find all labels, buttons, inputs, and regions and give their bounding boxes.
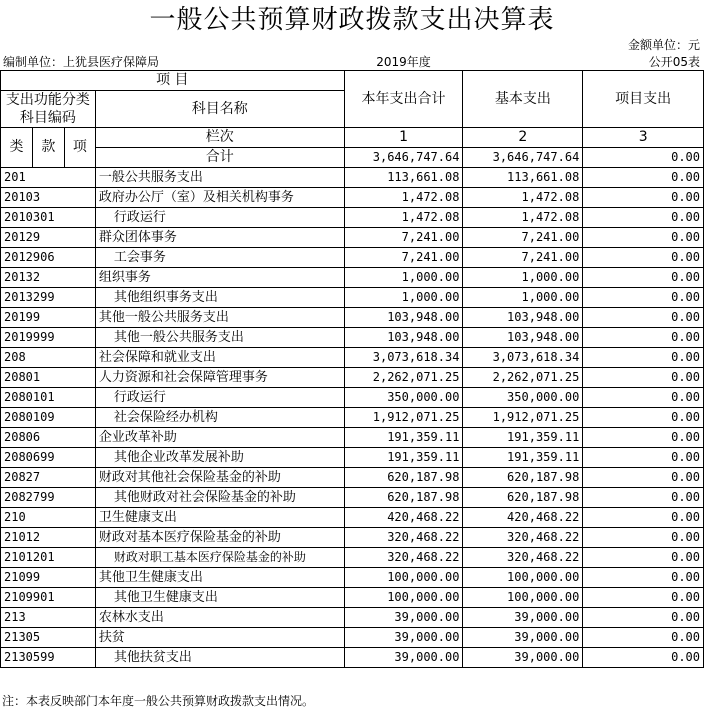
basic-column-header: 基本支出: [463, 71, 583, 128]
table-row: [1, 488, 704, 508]
project-amount: 0.00: [583, 188, 704, 208]
total-amount: 191,359.11: [344, 448, 463, 468]
basic-amount: 103,948.00: [463, 308, 583, 328]
currency-unit-label: 金额单位：元: [627, 38, 700, 52]
project-amount: 0.00: [583, 488, 704, 508]
basic-amount: 1,000.00: [463, 268, 583, 288]
table-row: [1, 548, 704, 568]
total-amount: 620,187.98: [344, 488, 463, 508]
header-row-seq: [1, 128, 704, 148]
subject-name: 社会保障和就业支出: [95, 348, 344, 368]
project-amount: 0.00: [583, 168, 704, 188]
function-code: 20129: [1, 228, 96, 248]
subject-name: 企业改革补助: [95, 428, 344, 448]
basic-amount: 1,000.00: [463, 288, 583, 308]
subject-name: 财政对基本医疗保险基金的补助: [95, 528, 344, 548]
basic-amount: 2,262,071.25: [463, 368, 583, 388]
header-row-item: [1, 71, 704, 91]
function-code: 20103: [1, 188, 96, 208]
table-row: [1, 188, 704, 208]
table-row: [1, 368, 704, 388]
total-amount: 1,472.08: [344, 188, 463, 208]
basic-amount: 100,000.00: [463, 568, 583, 588]
basic-amount: 100,000.00: [463, 588, 583, 608]
basic-amount: 39,000.00: [463, 628, 583, 648]
table-row: [1, 448, 704, 468]
subject-name: 行政运行: [95, 208, 344, 228]
table-footnote: 注：本表反映部门本年度一般公共预算财政拨款支出情况。: [2, 694, 315, 708]
table-row: [1, 308, 704, 328]
subject-name: 其他扶贫支出: [95, 648, 344, 668]
project-amount: 0.00: [583, 388, 704, 408]
project-amount: 0.00: [583, 328, 704, 348]
subject-name: 其他一般公共服务支出: [95, 328, 344, 348]
function-code: 2109901: [1, 588, 96, 608]
total-amount: 2,262,071.25: [344, 368, 463, 388]
function-code: 2013299: [1, 288, 96, 308]
total-amount: 420,468.22: [344, 508, 463, 528]
function-code: 21305: [1, 628, 96, 648]
basic-amount: 1,912,071.25: [463, 408, 583, 428]
table-row: [1, 328, 704, 348]
total-amount: 3,073,618.34: [344, 348, 463, 368]
kuan-header: 款: [32, 128, 64, 168]
total-amount: 1,912,071.25: [344, 408, 463, 428]
project-amount: 0.00: [583, 208, 704, 228]
project-amount: 0.00: [583, 308, 704, 328]
subject-name: 人力资源和社会保障管理事务: [95, 368, 344, 388]
fiscal-year-label: 2019年度: [376, 55, 431, 69]
function-code: 2012906: [1, 248, 96, 268]
subject-name: 其他组织事务支出: [95, 288, 344, 308]
basic-amount: 191,359.11: [463, 448, 583, 468]
project-amount: 0.00: [583, 348, 704, 368]
report-title: 一般公共预算财政拨款支出决算表: [149, 5, 555, 35]
subject-name: 其他一般公共服务支出: [95, 308, 344, 328]
project-amount: 0.00: [583, 588, 704, 608]
table-row: [1, 468, 704, 488]
basic-amount: 7,241.00: [463, 228, 583, 248]
subject-name: 其他卫生健康支出: [95, 588, 344, 608]
subject-name: 一般公共服务支出: [95, 168, 344, 188]
basic-amount: 1,472.08: [463, 188, 583, 208]
project-amount: 0.00: [583, 608, 704, 628]
function-code: 20801: [1, 368, 96, 388]
project-column-header: 项目支出: [583, 71, 704, 128]
code-group-header: 支出功能分类科目编码: [1, 91, 96, 128]
total-column-header: 本年支出合计: [344, 71, 463, 128]
subject-name: 社会保险经办机构: [95, 408, 344, 428]
table-row: [1, 408, 704, 428]
function-code: 201: [1, 168, 96, 188]
table-row: [1, 268, 704, 288]
table-row: [1, 288, 704, 308]
function-code: 20132: [1, 268, 96, 288]
project-amount: 0.00: [583, 448, 704, 468]
seq-1: 1: [344, 128, 463, 148]
total-amount: 7,241.00: [344, 228, 463, 248]
total-amount: 103,948.00: [344, 308, 463, 328]
total-amount: 100,000.00: [344, 568, 463, 588]
seq-2: 2: [463, 128, 583, 148]
table-row: [1, 608, 704, 628]
table-row: [1, 428, 704, 448]
total-amount: 7,241.00: [344, 248, 463, 268]
total-amount: 620,187.98: [344, 468, 463, 488]
subject-name: 群众团体事务: [95, 228, 344, 248]
basic-amount: 103,948.00: [463, 328, 583, 348]
project-amount: 0.00: [583, 368, 704, 388]
project-amount: 0.00: [583, 648, 704, 668]
table-row: [1, 348, 704, 368]
table-row: [1, 508, 704, 528]
function-code: 21012: [1, 528, 96, 548]
function-code: 2080101: [1, 388, 96, 408]
project-amount: 0.00: [583, 268, 704, 288]
xiang-header: 项: [64, 128, 95, 168]
project-amount: 0.00: [583, 468, 704, 488]
project-amount: 0.00: [583, 228, 704, 248]
sum-label: 合计: [95, 148, 344, 168]
function-code: 208: [1, 348, 96, 368]
project-amount: 0.00: [583, 508, 704, 528]
basic-amount: 320,468.22: [463, 528, 583, 548]
table-row: [1, 248, 704, 268]
sum-total: 3,646,747.64: [344, 148, 463, 168]
seq-label: 栏次: [95, 128, 344, 148]
report-meta-row: [0, 55, 704, 70]
basic-amount: 620,187.98: [463, 488, 583, 508]
project-amount: 0.00: [583, 428, 704, 448]
function-code: 2130599: [1, 648, 96, 668]
expenditure-table: [0, 70, 704, 668]
basic-amount: 320,468.22: [463, 548, 583, 568]
subject-name: 政府办公厅（室）及相关机构事务: [95, 188, 344, 208]
subject-name: 卫生健康支出: [95, 508, 344, 528]
table-row: [1, 588, 704, 608]
subject-name: 工会事务: [95, 248, 344, 268]
function-code: 2080699: [1, 448, 96, 468]
sum-basic: 3,646,747.64: [463, 148, 583, 168]
total-amount: 1,472.08: [344, 208, 463, 228]
total-amount: 320,468.22: [344, 528, 463, 548]
sum-row: [1, 148, 704, 168]
total-amount: 39,000.00: [344, 628, 463, 648]
total-amount: 191,359.11: [344, 428, 463, 448]
lei-header: 类: [1, 128, 33, 168]
function-code: 2080109: [1, 408, 96, 428]
table-row: [1, 568, 704, 588]
subject-name: 行政运行: [95, 388, 344, 408]
total-amount: 100,000.00: [344, 588, 463, 608]
basic-amount: 113,661.08: [463, 168, 583, 188]
table-row: [1, 228, 704, 248]
function-code: 20806: [1, 428, 96, 448]
function-code: 21099: [1, 568, 96, 588]
subject-name: 组织事务: [95, 268, 344, 288]
total-amount: 39,000.00: [344, 648, 463, 668]
table-row: [1, 168, 704, 188]
subject-name: 其他卫生健康支出: [95, 568, 344, 588]
sum-project: 0.00: [583, 148, 704, 168]
basic-amount: 3,073,618.34: [463, 348, 583, 368]
function-code: 20827: [1, 468, 96, 488]
basic-amount: 1,472.08: [463, 208, 583, 228]
subject-name: 其他企业改革发展补助: [95, 448, 344, 468]
project-amount: 0.00: [583, 548, 704, 568]
function-code: 2019999: [1, 328, 96, 348]
table-row: [1, 628, 704, 648]
project-amount: 0.00: [583, 408, 704, 428]
function-code: 2101201: [1, 548, 96, 568]
seq-3: 3: [583, 128, 704, 148]
total-amount: 1,000.00: [344, 288, 463, 308]
basic-amount: 7,241.00: [463, 248, 583, 268]
function-code: 20199: [1, 308, 96, 328]
subject-name: 财政对其他社会保险基金的补助: [95, 468, 344, 488]
project-amount: 0.00: [583, 628, 704, 648]
basic-amount: 420,468.22: [463, 508, 583, 528]
table-row: [1, 528, 704, 548]
function-code: 210: [1, 508, 96, 528]
project-amount: 0.00: [583, 288, 704, 308]
organization-label: 编制单位：上犹县医疗保障局: [3, 55, 160, 69]
basic-amount: 191,359.11: [463, 428, 583, 448]
total-amount: 113,661.08: [344, 168, 463, 188]
total-amount: 1,000.00: [344, 268, 463, 288]
basic-amount: 620,187.98: [463, 468, 583, 488]
table-row: [1, 648, 704, 668]
function-code: 2082799: [1, 488, 96, 508]
subject-name: 其他财政对社会保险基金的补助: [95, 488, 344, 508]
function-code: 213: [1, 608, 96, 628]
total-amount: 350,000.00: [344, 388, 463, 408]
total-amount: 320,468.22: [344, 548, 463, 568]
total-amount: 103,948.00: [344, 328, 463, 348]
item-header: 项 目: [1, 71, 345, 91]
subject-name: 扶贫: [95, 628, 344, 648]
project-amount: 0.00: [583, 528, 704, 548]
table-row: [1, 388, 704, 408]
project-amount: 0.00: [583, 568, 704, 588]
function-code: 2010301: [1, 208, 96, 228]
subject-name: 农林水支出: [95, 608, 344, 628]
table-row: [1, 208, 704, 228]
project-amount: 0.00: [583, 248, 704, 268]
basic-amount: 39,000.00: [463, 608, 583, 628]
basic-amount: 39,000.00: [463, 648, 583, 668]
subject-name: 财政对职工基本医疗保险基金的补助: [95, 548, 344, 568]
basic-amount: 350,000.00: [463, 388, 583, 408]
form-code-label: 公开05表: [648, 55, 700, 69]
total-amount: 39,000.00: [344, 608, 463, 628]
subject-name-header: 科目名称: [95, 91, 344, 128]
